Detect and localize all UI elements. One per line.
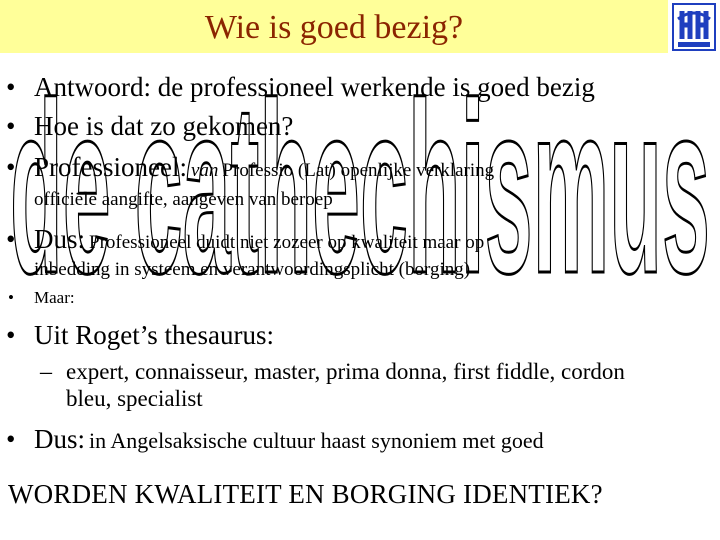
dus-rest: Professioneel duidt niet zozeer op kwaliteit maar op <box>89 232 485 253</box>
dus-continuation: inbedding in systeem en verantwoordingsplicht (borging) <box>34 259 471 280</box>
dus2-lead: Dus: <box>34 424 86 454</box>
bullet-mark: • <box>6 152 16 182</box>
bullet-mark: • <box>8 288 14 307</box>
bullet-dus-1 <box>34 224 484 255</box>
professioneel-continuation: officiële aangifte, aangeven van beroep <box>34 189 333 210</box>
bullet-maar: Maar: <box>34 288 75 307</box>
slide-title: Wie is goed bezig? <box>204 9 464 46</box>
bullet-roget: Uit Roget’s thesaurus: <box>34 320 274 350</box>
thesaurus-line-2: bleu, specialist <box>66 386 203 411</box>
bullet-hoe: Hoe is dat zo gekomen? <box>34 111 294 141</box>
bullet-mark: • <box>6 72 16 102</box>
sub-bullet-mark: – <box>40 359 52 385</box>
school-logo-icon <box>672 3 716 51</box>
professioneel-van: van <box>190 160 219 181</box>
bullet-professioneel <box>34 152 494 183</box>
bullet-antwoord: Antwoord: de professioneel werkende is goed bezig <box>34 72 595 102</box>
dus-lead: Dus: <box>34 224 86 254</box>
footer-question: WORDEN KWALITEIT EN BORGING IDENTIEK? <box>8 479 603 509</box>
overlay-stamp-text: de cathechismus <box>10 52 710 325</box>
bullet-mark: • <box>6 424 16 454</box>
professioneel-rest: Professio (Lat) openlijke verklaring <box>222 160 495 181</box>
thesaurus-line-1: expert, connaisseur, master, prima donna, first fiddle, cordon <box>66 359 625 384</box>
bullet-dus-2 <box>34 424 544 455</box>
professioneel-lead: Professioneel: <box>34 152 187 182</box>
bullet-mark: • <box>6 320 16 350</box>
bullet-mark: • <box>6 224 16 254</box>
dus2-rest: in Angelsaksische cultuur haast synoniem met goed <box>89 428 544 453</box>
bullet-mark: • <box>6 111 16 141</box>
